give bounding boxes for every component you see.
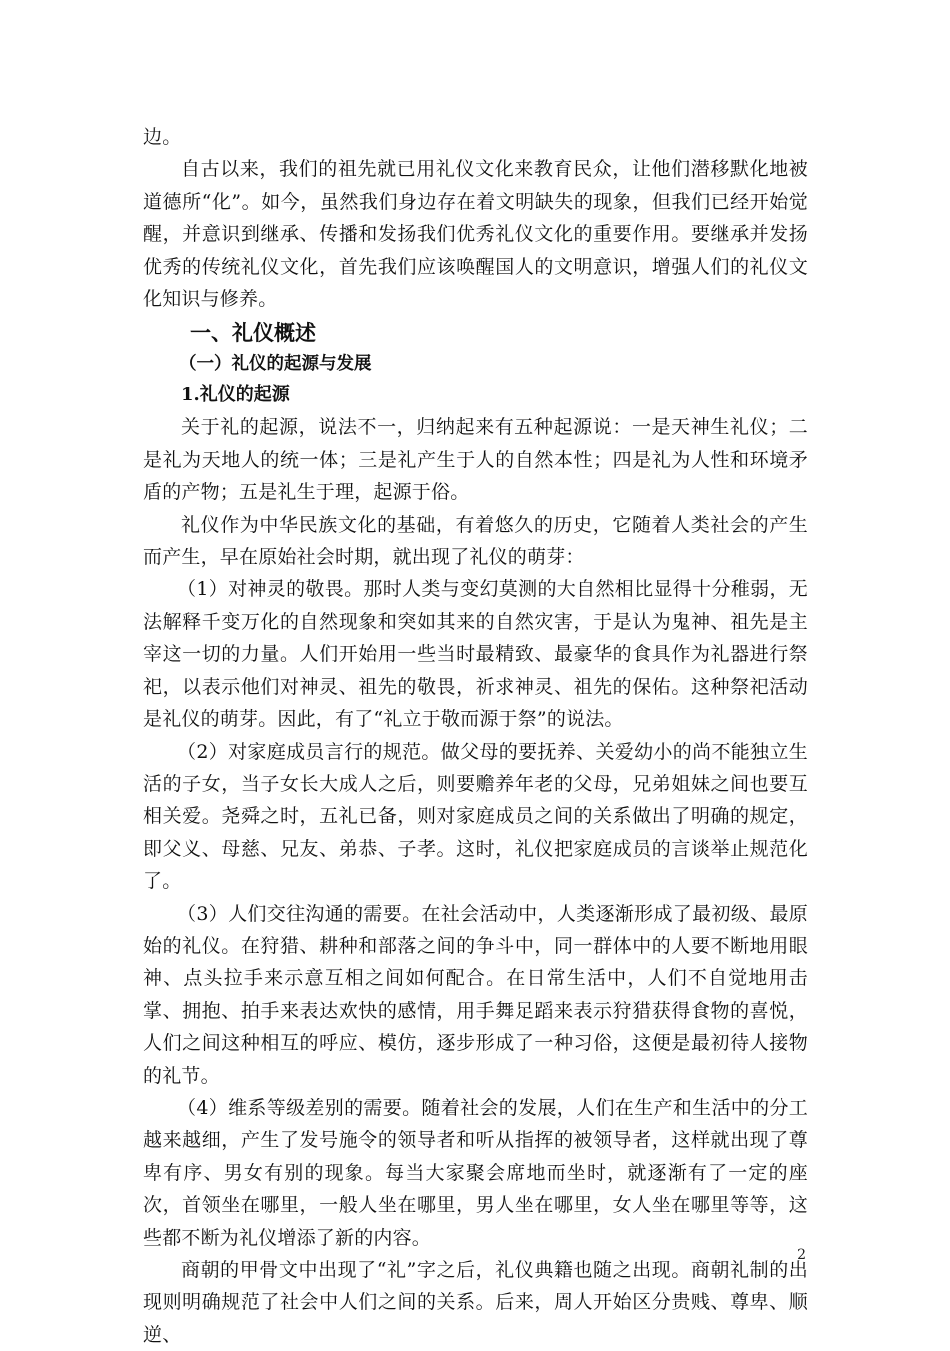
continued-paragraph: 边。 [143,126,182,148]
list-item: （2）对家庭成员言行的规范。做父母的要抚养、关爱幼小的尚不能独立生活的子女，当子女长大成人之后，则要赡养年老的父母，兄弟姐妹之间也要互相关爱。尧舜之时，五礼已备，则对家庭成员之间的关系做出了明确的规定，即父义、母慈、兄友、弟恭、子孝。这时，礼仪把家庭成员的言谈举止规范化了。 [143,740,808,893]
subsection-heading: （一）礼仪的起源与发展 [179,354,372,375]
list-item: （4）维系等级差别的需要。随着社会的发展，人们在生产和生活中的分工越来越细，产生了发号施令的领导者和听从指挥的被领导者，这样就出现了尊卑有序、男女有别的现象。每当大家聚会席地而坐时，就逐渐有了一定的座次，首领坐在哪里，一般人坐在哪里，男人坐在哪里，女人坐在哪里等等，这些都不断为礼仪增添了新的内容。 [143,1096,808,1249]
list-item: （3）人们交往沟通的需要。在社会活动中，人类逐渐形成了最初级、最原始的礼仪。在狩猎、耕种和部落之间的争斗中，同一群体中的人要不断地用眼神、点头拉手来示意互相之间如何配合。在日常生活中，人们不自觉地用击掌、拥抱、拍手来表达欢快的感情，用手舞足蹈来表示狩猎获得食物的喜悦，人们之间这种相互的呼应、模仿，逐步形成了一种习俗，这便是最初待人接物的礼节。 [143,902,808,1087]
origin-theories-paragraph: 关于礼的起源，说法不一，归纳起来有五种起源说：一是天神生礼仪；二是礼为天地人的统一体；三是礼产生于人的自然本性；四是礼为人性和环境矛盾的产物；五是礼生于理，起源于俗。 [143,416,808,504]
page-body [143,121,808,1351]
page-number: 2 [797,1247,806,1263]
history-paragraph: 礼仪作为中华民族文化的基础，有着悠久的历史，它随着人类社会的产生而产生，早在原始社会时期，就出现了礼仪的萌芽： [143,513,808,569]
topic-heading: 1.礼仪的起源 [181,384,290,406]
intro-paragraph: 自古以来，我们的祖先就已用礼仪文化来教育民众，让他们潜移默化地被道德所“化”。如今，虽然我们身边存在着文明缺失的现象，但我们已经开始觉醒，并意识到继承、传播和发扬我们优秀礼仪文化的重要作用。要继承并发扬优秀的传统礼仪文化，首先我们应该唤醒国人的文明意识，增强人们的礼仪文化知识与修养。 [143,158,808,311]
section-heading: 一、礼仪概述 [190,321,316,346]
closing-paragraph: 商朝的甲骨文中出现了“礼”字之后，礼仪典籍也随之出现。商朝礼制的出现则明确规范了社会中人们之间的关系。后来，周人开始区分贵贱、尊卑、顺逆、 [143,1259,808,1346]
list-item: （1）对神灵的敬畏。那时人类与变幻莫测的大自然相比显得十分稚弱，无法解释千变万化的自然现象和突如其来的自然灾害，于是认为鬼神、祖先是主宰这一切的力量。人们开始用一些当时最精致、最豪华的食具作为礼器进行祭祀，以表示他们对神灵、祖先的敬畏，祈求神灵、祖先的保佑。这种祭祀活动是礼仪的萌芽。因此，有了“礼立于敬而源于祭”的说法。 [143,578,808,731]
